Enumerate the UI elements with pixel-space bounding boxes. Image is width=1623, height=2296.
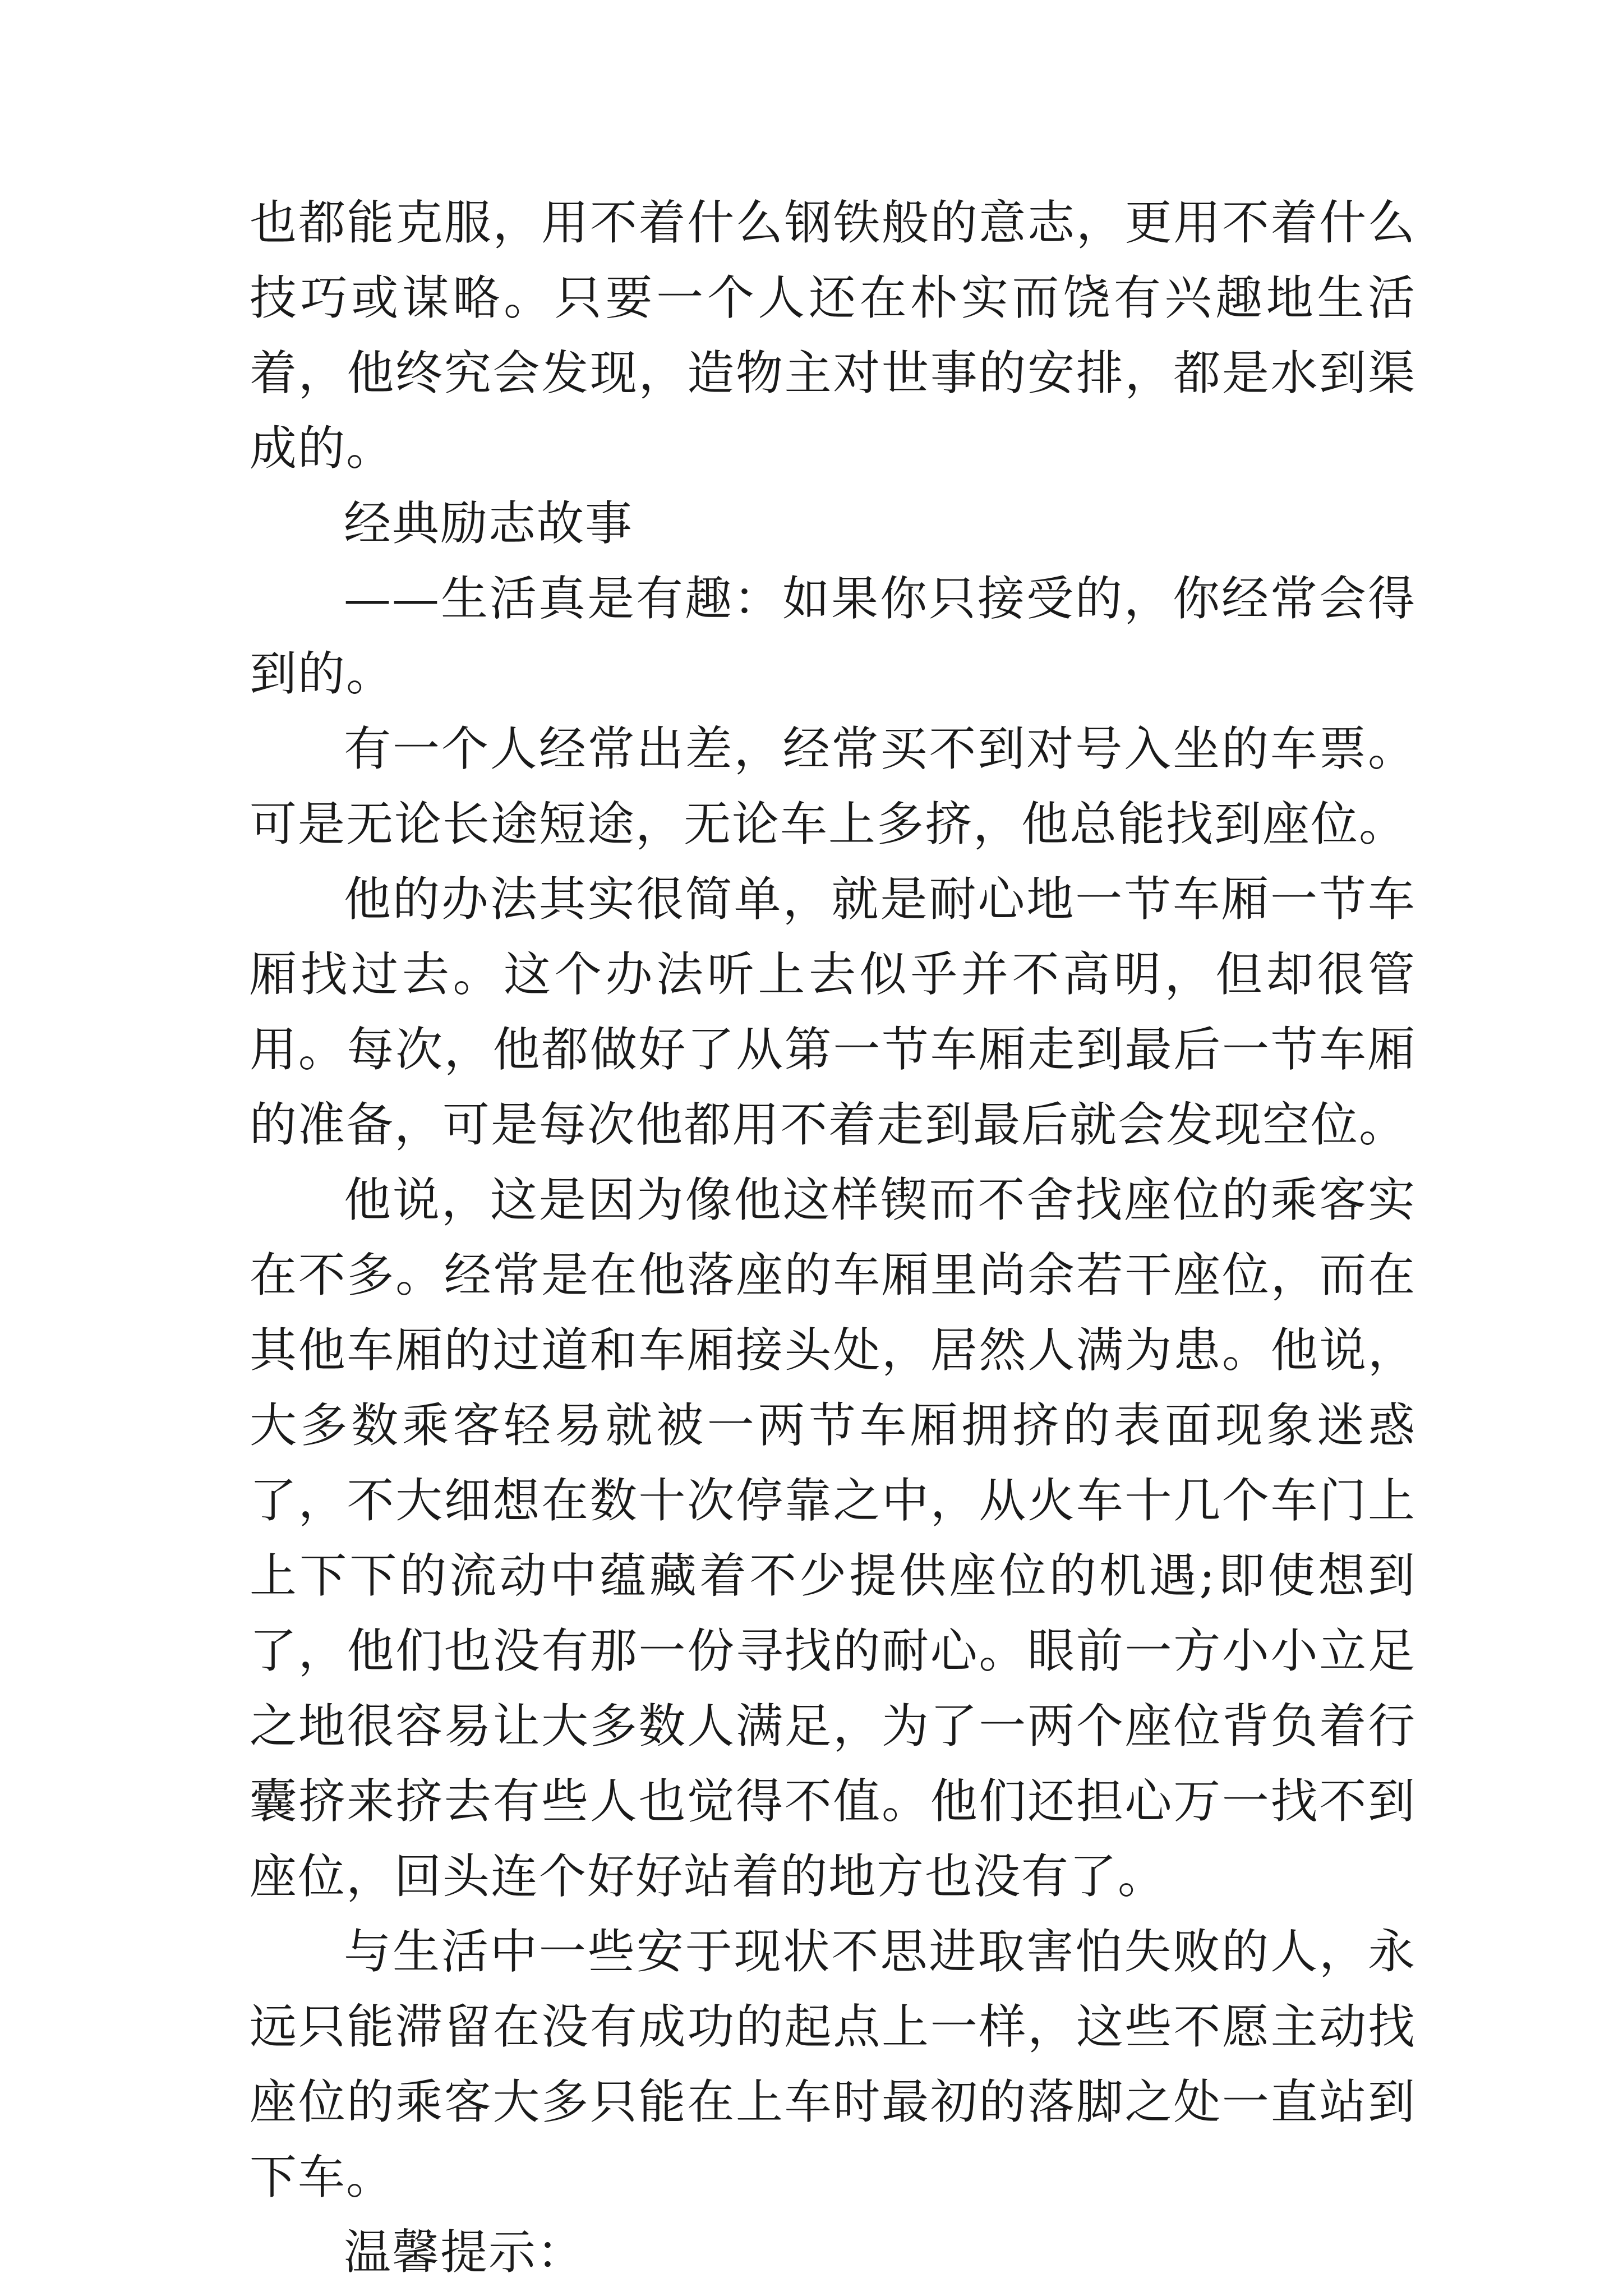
- paragraph-continuation: 也都能克服，用不着什么钢铁般的意志，更用不着什么技巧或谋略。只要一个人还在朴实而饶有兴趣地生活着，他终究会发现，造物主对世事的安排，都是水到渠成的。: [250, 195, 1416, 476]
- section-subtitle: ——生活真是有趣：如果你只接受的，你经常会得到的。: [250, 571, 1416, 701]
- section-title: 经典励志故事: [344, 496, 634, 551]
- document-body: [250, 185, 1416, 2290]
- paragraph: 与生活中一些安于现状不思进取害怕失败的人，永远只能滞留在没有成功的起点上一样，这些不愿主动找座位的乘客大多只能在上车时最初的落脚之处一直站到下车。: [250, 1924, 1416, 2205]
- tip-heading: 温馨提示：: [344, 2225, 585, 2280]
- paragraph: 他说，这是因为像他这样锲而不舍找座位的乘客实在不多。经常是在他落座的车厢里尚余若干座位，而在其他车厢的过道和车厢接头处，居然人满为患。他说，大多数乘客轻易就被一两节车厢拥挤的表面现象迷惑了，不大细想在数十次停靠之中，从火车十几个车门上上下下的流动中蕴藏着不少提供座位的机遇;即使想到了，他们也没有那一份寻找的耐心。眼前一方小小立足之地很容易让大多数人满足，为了一两个座位背负着行囊挤来挤去有些人也觉得不值。他们还担心万一找不到座位，回头连个好好站着的地方也没有了。: [250, 1172, 1416, 1904]
- paragraph: 有一个人经常出差，经常买不到对号入坐的车票。可是无论长途短途，无论车上多挤，他总能找到座位。: [250, 721, 1416, 852]
- paragraph: 他的办法其实很简单，就是耐心地一节车厢一节车厢找过去。这个办法听上去似乎并不高明，但却很管用。每次，他都做好了从第一节车厢走到最后一节车厢的准备，可是每次他都用不着走到最后就会发现空位。: [250, 872, 1416, 1152]
